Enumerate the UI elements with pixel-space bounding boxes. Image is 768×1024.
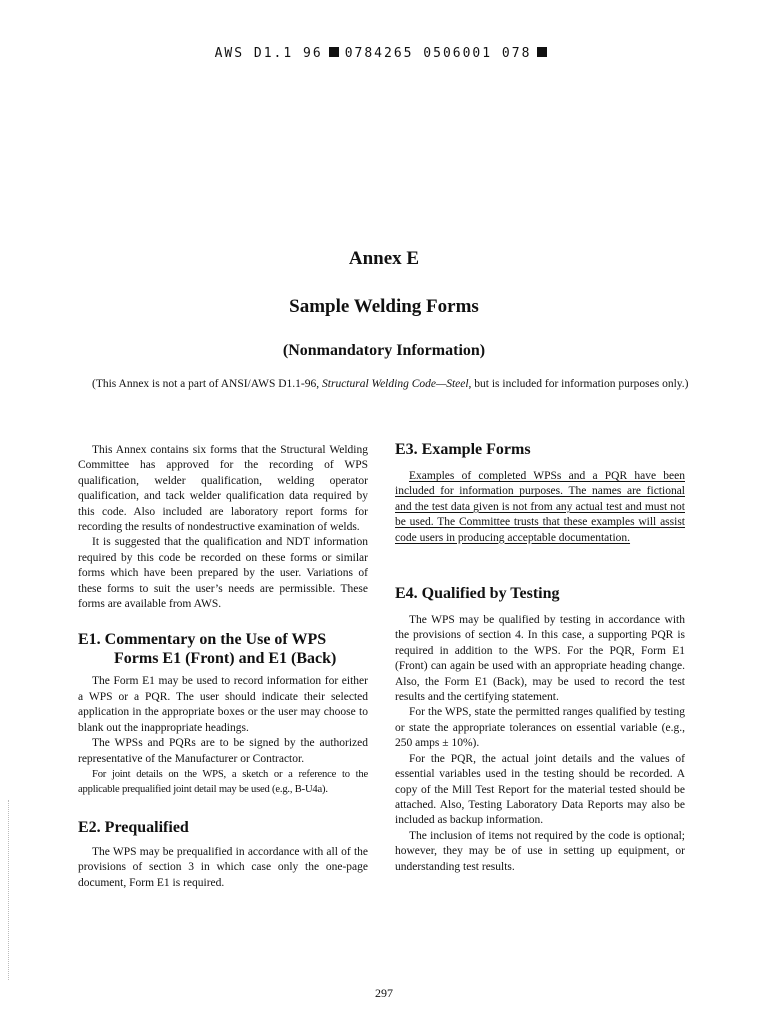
section-e1-heading xyxy=(78,630,368,668)
e4-paragraph-1: The WPS may be qualified by testing in accordance with the provisions of section 4. In this case, a supporting PQR is required in addition to the WPS. For the PQR, Form E1 (Front) can again be used with an appropriate heading change. Also, the Form E1 (Back), may be used to record the test results and the certifying statement. xyxy=(395,614,685,704)
intro-text-after: , but is included for information purposes only.) xyxy=(468,378,689,390)
annex-intro-note xyxy=(78,376,692,392)
section-e3-heading: E3. Example Forms xyxy=(395,441,531,458)
intro-paragraph-1: This Annex contains six forms that the Structural Welding Committee has approved for the recording of WPS qualification, welder qualification, welding operator qualification, and tack welder qualification data required by this code. Also included are laboratory report forms for recording the results of nondestructive examination of welds. xyxy=(78,444,368,534)
page-number: 297 xyxy=(375,986,393,1000)
annex-title: Annex E xyxy=(348,248,420,269)
left-column xyxy=(78,443,368,891)
intro-text-before: (This Annex is not a part of ANSI/AWS D1.1-96, xyxy=(92,378,323,390)
e4-paragraph-3: For the PQR, the actual joint details and the values of essential variables used in the testing should be recorded. A copy of the Mill Test Report for the material tested should be attached. Also, Testing Laboratory Data Reports may also be included as backup information. xyxy=(395,752,685,827)
header-number: 0784265 0506001 078 xyxy=(344,46,532,61)
document-control-header xyxy=(0,46,768,61)
e4-paragraph-2: For the WPS, state the permitted ranges qualified by testing or state the appropriate tolerances on essential variable (e.g., 250 amps ± 10%). xyxy=(395,706,685,750)
e1-paragraph-3: For joint details on the WPS, a sketch or a reference to the applicable prequalified joint detail may be used (e.g., B-U4a). xyxy=(78,768,368,796)
e2-paragraph-1: The WPS may be prequalified in accordance with all of the provisions of section 3 in which case only the one-page document, Form E1 is required. xyxy=(78,845,368,889)
annex-note-title: (Nonmandatory Information) xyxy=(282,342,486,359)
section-e2-heading: E2. Prequalified xyxy=(78,818,189,836)
scan-margin-marks xyxy=(8,800,11,980)
section-e4-heading: E4. Qualified by Testing xyxy=(395,585,560,603)
right-column xyxy=(395,440,685,875)
intro-italic-title: Structural Welding Code—Steel xyxy=(322,378,469,390)
annex-subtitle: Sample Welding Forms xyxy=(289,296,479,317)
black-square-mark xyxy=(329,47,339,57)
black-square-mark xyxy=(537,47,547,57)
header-code: AWS D1.1 96 xyxy=(214,46,323,61)
e1-paragraph-1: The Form E1 may be used to record information for either a WPS or a PQR. The user should indicate their selected application in the appropriate boxes or the user may choose to blank out the inappropriate headings. xyxy=(78,675,368,734)
e3-paragraph-1: Examples of completed WPSs and a PQR have been included for information purposes. The names are fictional and the test data given is not from any actual test and must not be used. The Committee trusts that these examples will assist code users in producing acceptable documentation. xyxy=(395,470,685,544)
e4-paragraph-4: The inclusion of items not required by the code is optional; however, they may be of use in setting up equipment, or understanding test results. xyxy=(395,829,685,873)
section-e1-heading-line1: E1. Commentary on the Use of WPS xyxy=(78,631,327,649)
intro-paragraph-2: It is suggested that the qualification and NDT information required by this code be recorded on these forms or similar forms which have been prepared by the user. Variations of these forms to suit the user’s needs are permissible. These forms are available from AWS. xyxy=(78,536,368,611)
section-e1-heading-line2: Forms E1 (Front) and E1 (Back) xyxy=(114,650,337,668)
e1-paragraph-2: The WPSs and PQRs are to be signed by the authorized representative of the Manufacturer or Contractor. xyxy=(78,737,368,765)
